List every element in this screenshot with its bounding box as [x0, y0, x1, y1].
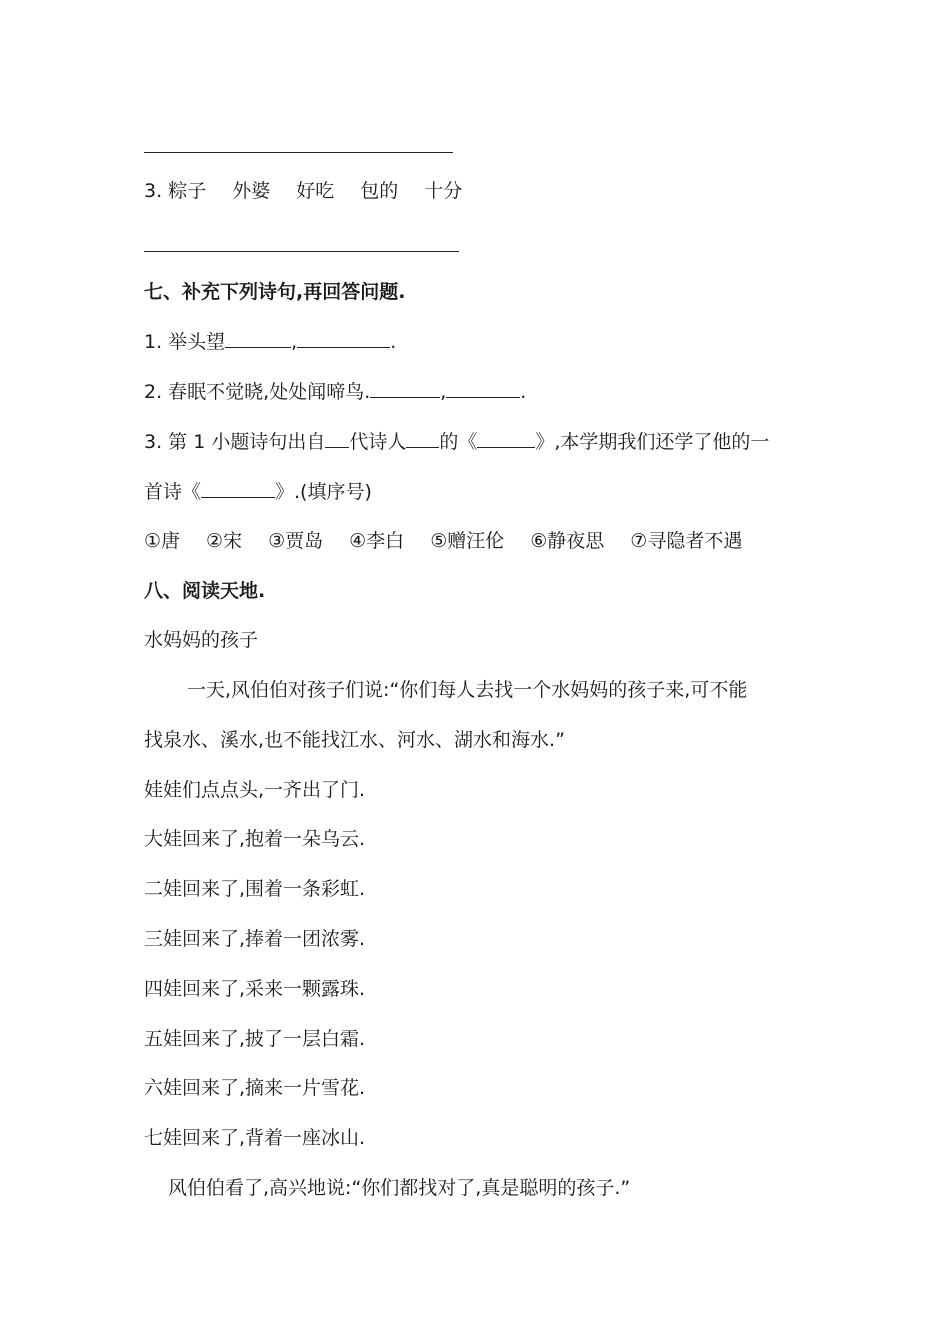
story-line: 三娃回来了,捧着一团浓雾.: [144, 928, 366, 950]
story-closing: 风伯伯看了,高兴地说:“你们都找对了,真是聪明的孩子.”: [168, 1177, 631, 1199]
blank[interactable]: [201, 479, 275, 498]
option: ⑤赠汪伦: [430, 530, 505, 552]
story-line: 四娃回来了,采来一颗露珠.: [144, 978, 366, 1000]
section-8-heading: 八、阅读天地.: [144, 580, 266, 602]
option: ③贾岛: [268, 530, 324, 552]
q7-item-3-line1: 3. 第 1 小题诗句出自 代诗人 的《 》,本学期我们还学了他的一: [144, 431, 770, 453]
q7-item-2: 2. 春眠不觉晓,处处闻啼鸟. , .: [144, 381, 527, 403]
blank[interactable]: [325, 429, 349, 448]
option: ②宋: [206, 530, 243, 552]
story-line: 七娃回来了,背着一座冰山.: [144, 1127, 366, 1149]
word: 包的: [360, 180, 399, 202]
answer-line-q6-3: [144, 251, 459, 252]
q6-item-3-num: 3.: [144, 180, 163, 202]
story-line: 娃娃们点点头,一齐出了门.: [144, 779, 366, 801]
blank[interactable]: [477, 429, 535, 448]
story-line: 大娃回来了,抱着一朵乌云.: [144, 828, 366, 850]
q6-item-3: [144, 179, 462, 203]
q7-item-3-line2: 首诗《 》.(填序号): [144, 481, 372, 503]
q7-options: [144, 529, 742, 553]
word: 十分: [424, 180, 463, 202]
option: ④李白: [349, 530, 405, 552]
q7-item-1: 1. 举头望 , .: [144, 331, 397, 353]
story-line: 二娃回来了,围着一条彩虹.: [144, 878, 366, 900]
blank[interactable]: [406, 429, 439, 448]
word: 粽子: [168, 180, 207, 202]
answer-line-q6-2: [144, 152, 453, 153]
blank[interactable]: [370, 379, 440, 398]
option: ①唐: [144, 530, 181, 552]
blank[interactable]: [225, 329, 291, 348]
blank[interactable]: [446, 379, 520, 398]
section-7-heading: 七、补充下列诗句,再回答问题.: [144, 281, 406, 303]
word: 外婆: [232, 180, 271, 202]
story-para1-line2: 找泉水、溪水,也不能找江水、河水、湖水和海水.”: [144, 729, 565, 751]
story-line: 五娃回来了,披了一层白霜.: [144, 1028, 366, 1050]
story-para1-line1: 一天,风伯伯对孩子们说:“你们每人去找一个水妈妈的孩子来,可不能: [187, 679, 748, 701]
option: ⑥静夜思: [530, 530, 605, 552]
option: ⑦寻隐者不遇: [630, 530, 743, 552]
blank[interactable]: [297, 329, 390, 348]
story-line: 六娃回来了,摘来一片雪花.: [144, 1077, 366, 1099]
story-title: 水妈妈的孩子: [144, 629, 259, 651]
word: 好吃: [296, 180, 335, 202]
